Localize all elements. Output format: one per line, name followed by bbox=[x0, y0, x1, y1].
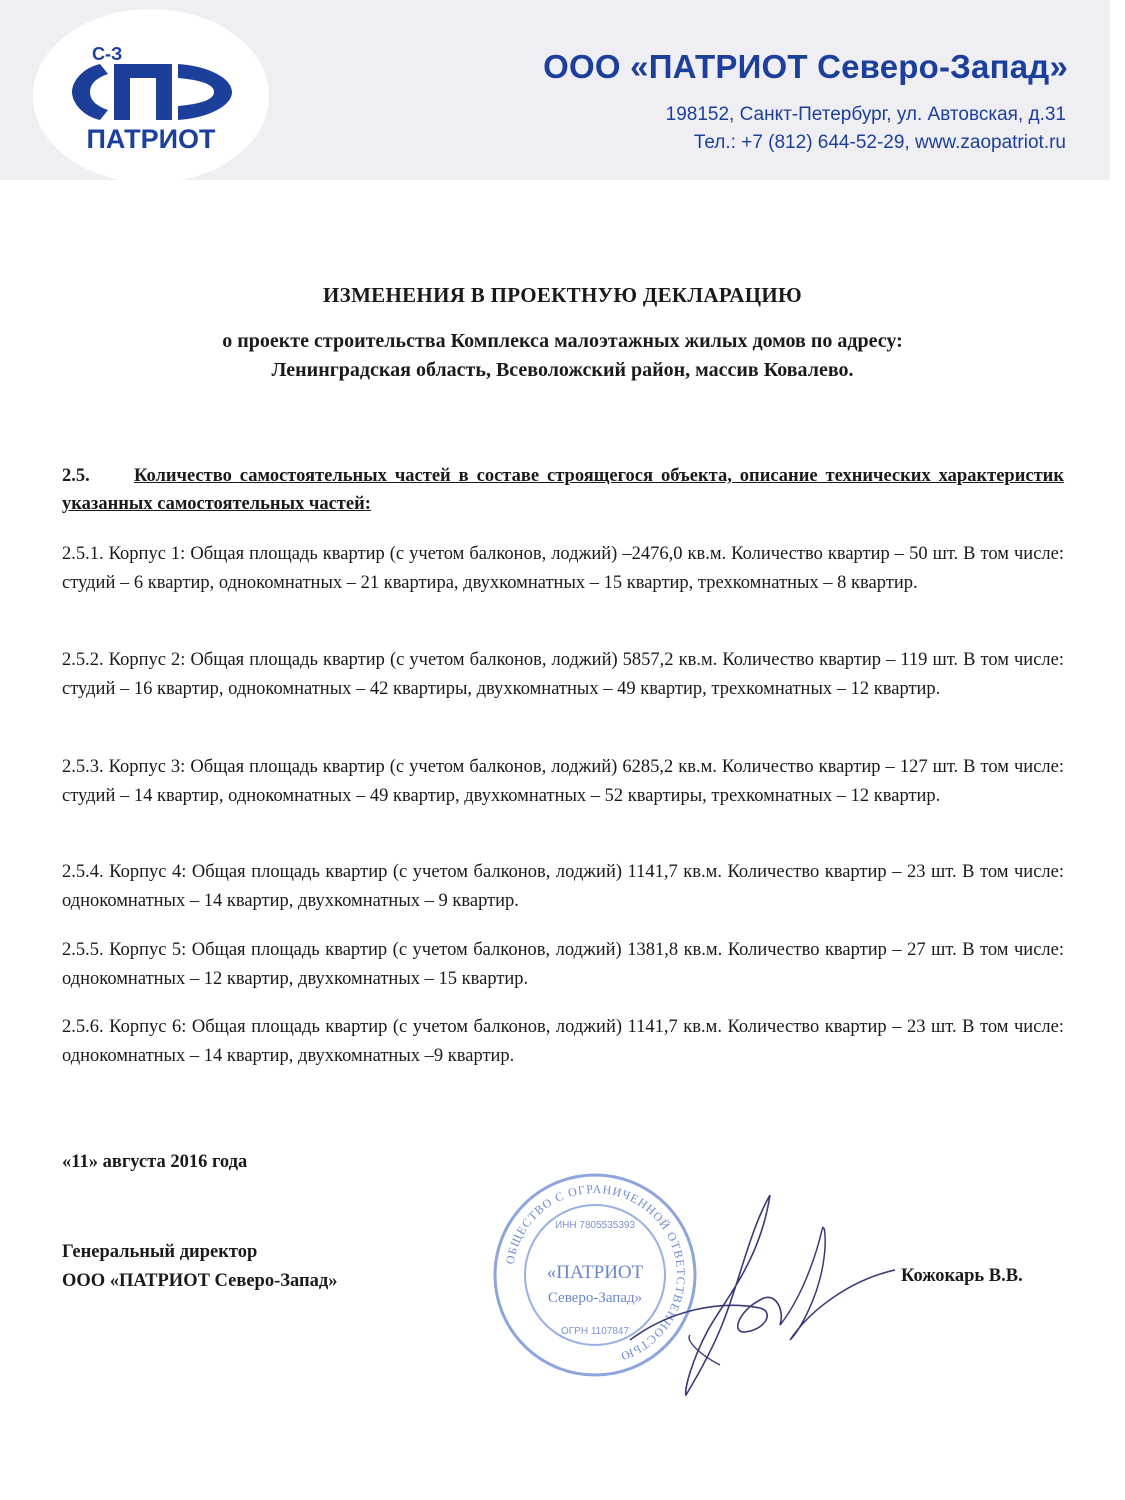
signer-position bbox=[62, 1238, 338, 1296]
company-address: 198152, Санкт-Петербург, ул. Автовская, д.31 bbox=[665, 104, 1066, 125]
paragraph-2-5-5: 2.5.5. Корпус 5: Общая площадь квартир (с учетом балконов, лоджий) 1381,8 кв.м. Количество квартир – 27 шт. В том числе: однокомнатных – 12 квартир, двухкомнатных – 15 квартир. bbox=[62, 940, 1064, 989]
signer-company: ООО «ПАТРИОТ Северо-Запад» bbox=[62, 1271, 338, 1291]
company-logo bbox=[32, 8, 270, 184]
document-date: «11» августа 2016 года bbox=[62, 1152, 248, 1172]
stamp-ring-text: ОБЩЕСТВО С ОГРАНИЧЕННОЙ ОТВЕТСТВЕННОСТЬЮ bbox=[502, 1181, 689, 1364]
document-title: ИЗМЕНЕНИЯ В ПРОЕКТНУЮ ДЕКЛАРАЦИЮ bbox=[323, 283, 802, 307]
logo-bottom-text: ПАТРИОТ bbox=[86, 124, 216, 154]
company-contacts: Тел.: +7 (812) 644-52-29, www.zaopatriot.ru bbox=[693, 132, 1066, 153]
subtitle-line-1: о проекте строительства Комплекса малоэтажных жилых домов по адресу: bbox=[222, 330, 903, 352]
signer-title: Генеральный директор bbox=[62, 1242, 258, 1262]
stamp-center-line-2: Северо-Запад» bbox=[547, 1290, 643, 1306]
section-number: 2.5. bbox=[62, 466, 90, 486]
subtitle-line-2: Ленинградская область, Всеволожский район, массив Ковалево. bbox=[271, 359, 854, 381]
handwritten-signature bbox=[600, 1190, 900, 1400]
stamp-center-line-1: «ПАТРИОТ bbox=[546, 1262, 644, 1283]
paragraph-2-5-1: 2.5.1. Корпус 1: Общая площадь квартир (с учетом балконов, лоджий) –2476,0 кв.м. Количество квартир – 50 шт. В том числе: студий – 6 квартир, однокомнатных – 21 квартира, двухкомнатных – 15 квартир, трехкомнатных – 8 квартир. bbox=[62, 544, 1064, 593]
paragraph-2-5-6: 2.5.6. Корпус 6: Общая площадь квартир (с учетом балконов, лоджий) 1141,7 кв.м. Количество квартир – 23 шт. В том числе: однокомнатных – 14 квартир, двухкомнатных –9 квартир. bbox=[62, 1017, 1064, 1066]
logo-top-text: С-З bbox=[92, 44, 123, 64]
paragraph-2-5-3: 2.5.3. Корпус 3: Общая площадь квартир (с учетом балконов, лоджий) 6285,2 кв.м. Количество квартир – 127 шт. В том числе: студий – 14 квартир, однокомнатных – 49 квартир, двухкомнатных – 52 квартиры, трехкомнатных – 12 квартир. bbox=[62, 757, 1064, 806]
stamp-ogrn: ОГРН 1107847 bbox=[560, 1326, 630, 1337]
paragraph-2-5-4: 2.5.4. Корпус 4: Общая площадь квартир (с учетом балконов, лоджий) 1141,7 кв.м. Количество квартир – 23 шт. В том числе: однокомнатных – 14 квартир, двухкомнатных – 9 квартир. bbox=[62, 862, 1064, 911]
stamp-inn: ИНН 7805535393 bbox=[554, 1220, 636, 1231]
document-subtitle bbox=[0, 327, 1125, 385]
section-heading bbox=[62, 462, 1064, 518]
section-title: Количество самостоятельных частей в составе строящегося объекта, описание технических характеристик указанных самостоятельных частей: bbox=[62, 466, 1064, 514]
letterhead bbox=[0, 0, 1110, 180]
company-name: ООО «ПАТРИОТ Северо-Запад» bbox=[543, 48, 1068, 85]
signer-name: Кожокарь В.В. bbox=[901, 1266, 1023, 1286]
paragraph-2-5-2: 2.5.2. Корпус 2: Общая площадь квартир (с учетом балконов, лоджий) 5857,2 кв.м. Количество квартир – 119 шт. В том числе: студий – 16 квартир, однокомнатных – 42 квартиры, двухкомнатных – 49 квартир, трехкомнатных – 12 квартир. bbox=[62, 650, 1064, 699]
